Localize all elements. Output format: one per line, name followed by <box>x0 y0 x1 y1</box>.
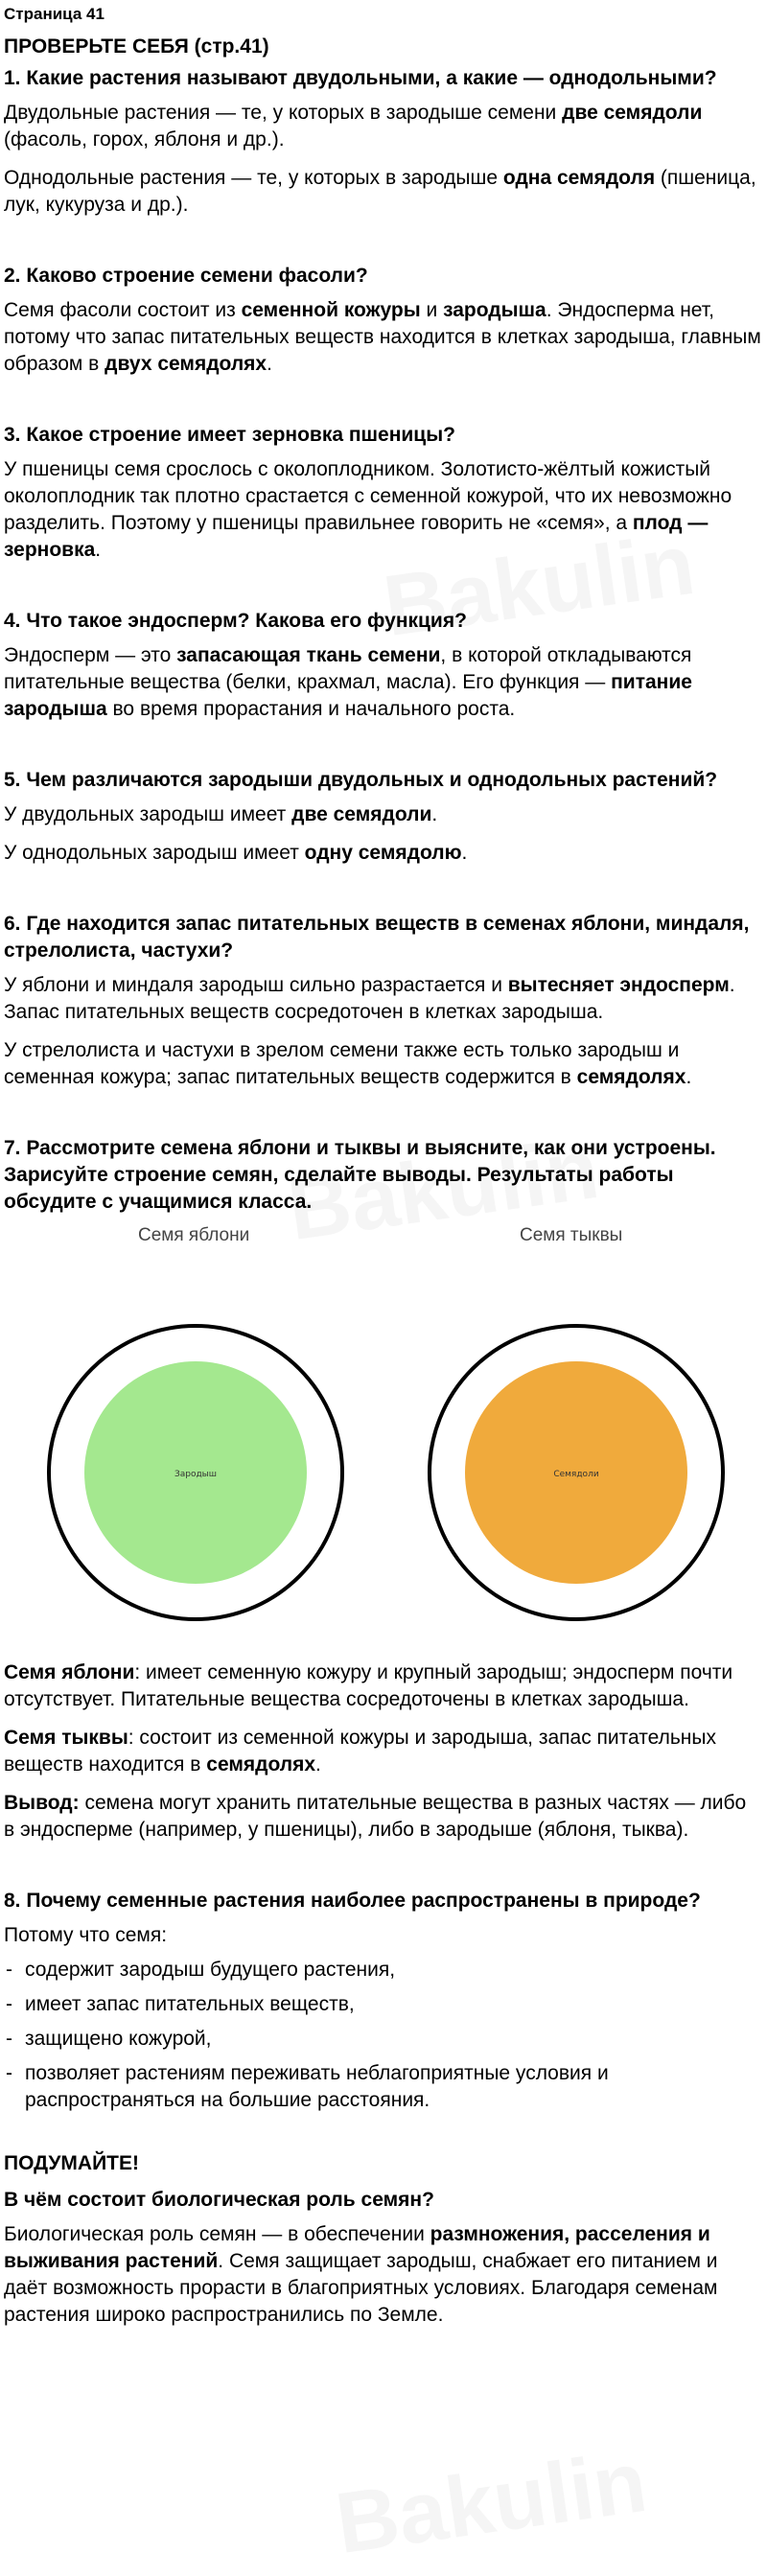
answer-4: Эндосперм — это запасающая ткань семени, в которой откладываются питательные вещества (белки, крахмал, масла). Его функция — питание зародыша во время прорастания и начального роста. <box>4 644 692 720</box>
answer-8-list <box>4 1957 761 2114</box>
question-6: 6. Где находится запас питательных веществ в семенах яблони, миндаля, стрелолиста, частухи? <box>4 913 750 962</box>
question-8: 8. Почему семенные растения наиболее распространены в природе? <box>4 1890 701 1912</box>
question-4: 4. Что такое эндосперм? Какова его функция? <box>4 610 467 632</box>
seed-diagram <box>4 1223 761 1659</box>
list-item: - защищено кожурой, <box>4 2026 761 2053</box>
think-title: ПОДУМАЙТЕ! <box>4 2152 140 2174</box>
think-answer: Биологическая роль семян — в обеспечении размножения, расселения и выживания растений. Семя защищает зародыш, снабжает его питанием и даёт возможность прорасти в благоприятных условиях. Благодаря семенам растения широко распространились по Земле. <box>4 2223 718 2326</box>
pumpkin-cotyledons-label: Семядоли <box>553 1470 599 1479</box>
answer-3: У пшеницы семя срослось с околоплодником. Золотисто-жёлтый кожистый околоплодник так плотно срастается с семенной кожурой, что их невозможно разделить. Поэтому у пшеницы правильнее говорить не «семя», а плод — зерновка. <box>4 458 732 561</box>
pumpkin-seed-description: Семя тыквы: состоит из семенной кожуры и зародыша, запас питательных веществ находится в семядолях. <box>4 1727 717 1775</box>
apple-seed-caption: Семя яблони <box>138 1225 250 1245</box>
seed-structure-figure <box>4 1223 761 1659</box>
answer-6-apple-almond: У яблони и миндаля зародыш сильно разрастается и вытесняет эндосперм. Запас питательных веществ сосредоточен в клетках зародыша. <box>4 974 735 1023</box>
question-5: 5. Чем различаются зародыши двудольных и однодольных растений? <box>4 769 718 791</box>
apple-embryo-label: Зародыш <box>174 1470 218 1479</box>
section-title: ПРОВЕРЬТЕ СЕБЯ (стр.41) <box>4 35 269 58</box>
answer-5-monocots: У однодольных зародыш имеет одну семядолю. <box>4 842 468 864</box>
watermark <box>330 2433 652 2574</box>
think-question: В чём состоит биологическая роль семян? <box>4 2189 434 2211</box>
question-7: 7. Рассмотрите семена яблони и тыквы и выясните, как они устроены. Зарисуйте строение семян, сделайте выводы. Результаты работы обсудите с учащимися класса. <box>4 1137 716 1213</box>
answer-6-arrowhead: У стрелолиста и частухи в зрелом семени также есть только зародыш и семенная кожура; запас питательных веществ содержится в семядолях. <box>4 1039 692 1088</box>
conclusion: Вывод: семена могут хранить питательные вещества в разных частях — либо в эндосперме (например, у пшеницы), либо в зародыше (яблоня, тыква). <box>4 1792 747 1841</box>
answer-5-dicots: У двудольных зародыш имеет две семядоли. <box>4 803 438 825</box>
question-3: 3. Какое строение имеет зерновка пшеницы? <box>4 424 455 446</box>
pumpkin-seed-caption: Семя тыквы <box>520 1225 623 1245</box>
answer-2: Семя фасоли состоит из семенной кожуры и зародыша. Эндосперма нет, потому что запас питательных веществ находится в клетках зародыша, главным образом в двух семядолях. <box>4 299 761 375</box>
question-1: 1. Какие растения называют двудольными, а какие — однодольными? <box>4 67 717 89</box>
list-item: - позволяет растениям переживать неблагоприятные условия и распространяться на большие расстояния. <box>4 2060 761 2114</box>
answer-1-monocots: Однодольные растения — те, у которых в зародыше одна семядоля (пшеница, лук, кукуруза и др.). <box>4 167 756 216</box>
answer-8-intro: Потому что семя: <box>4 1924 168 1946</box>
page-label: Страница 41 <box>4 5 105 23</box>
list-item: - имеет запас питательных веществ, <box>4 1991 761 2018</box>
apple-seed-description: Семя яблони: имеет семенную кожуру и крупный зародыш; эндосперм почти отсутствует. Питательные вещества сосредоточены в клетках зародыша. <box>4 1661 733 1710</box>
question-2: 2. Каково строение семени фасоли? <box>4 265 368 287</box>
answer-1-dicots: Двудольные растения — те, у которых в зародыше семени две семядоли (фасоль, горох, яблоня и др.). <box>4 102 703 151</box>
list-item: - содержит зародыш будущего растения, <box>4 1957 761 1984</box>
